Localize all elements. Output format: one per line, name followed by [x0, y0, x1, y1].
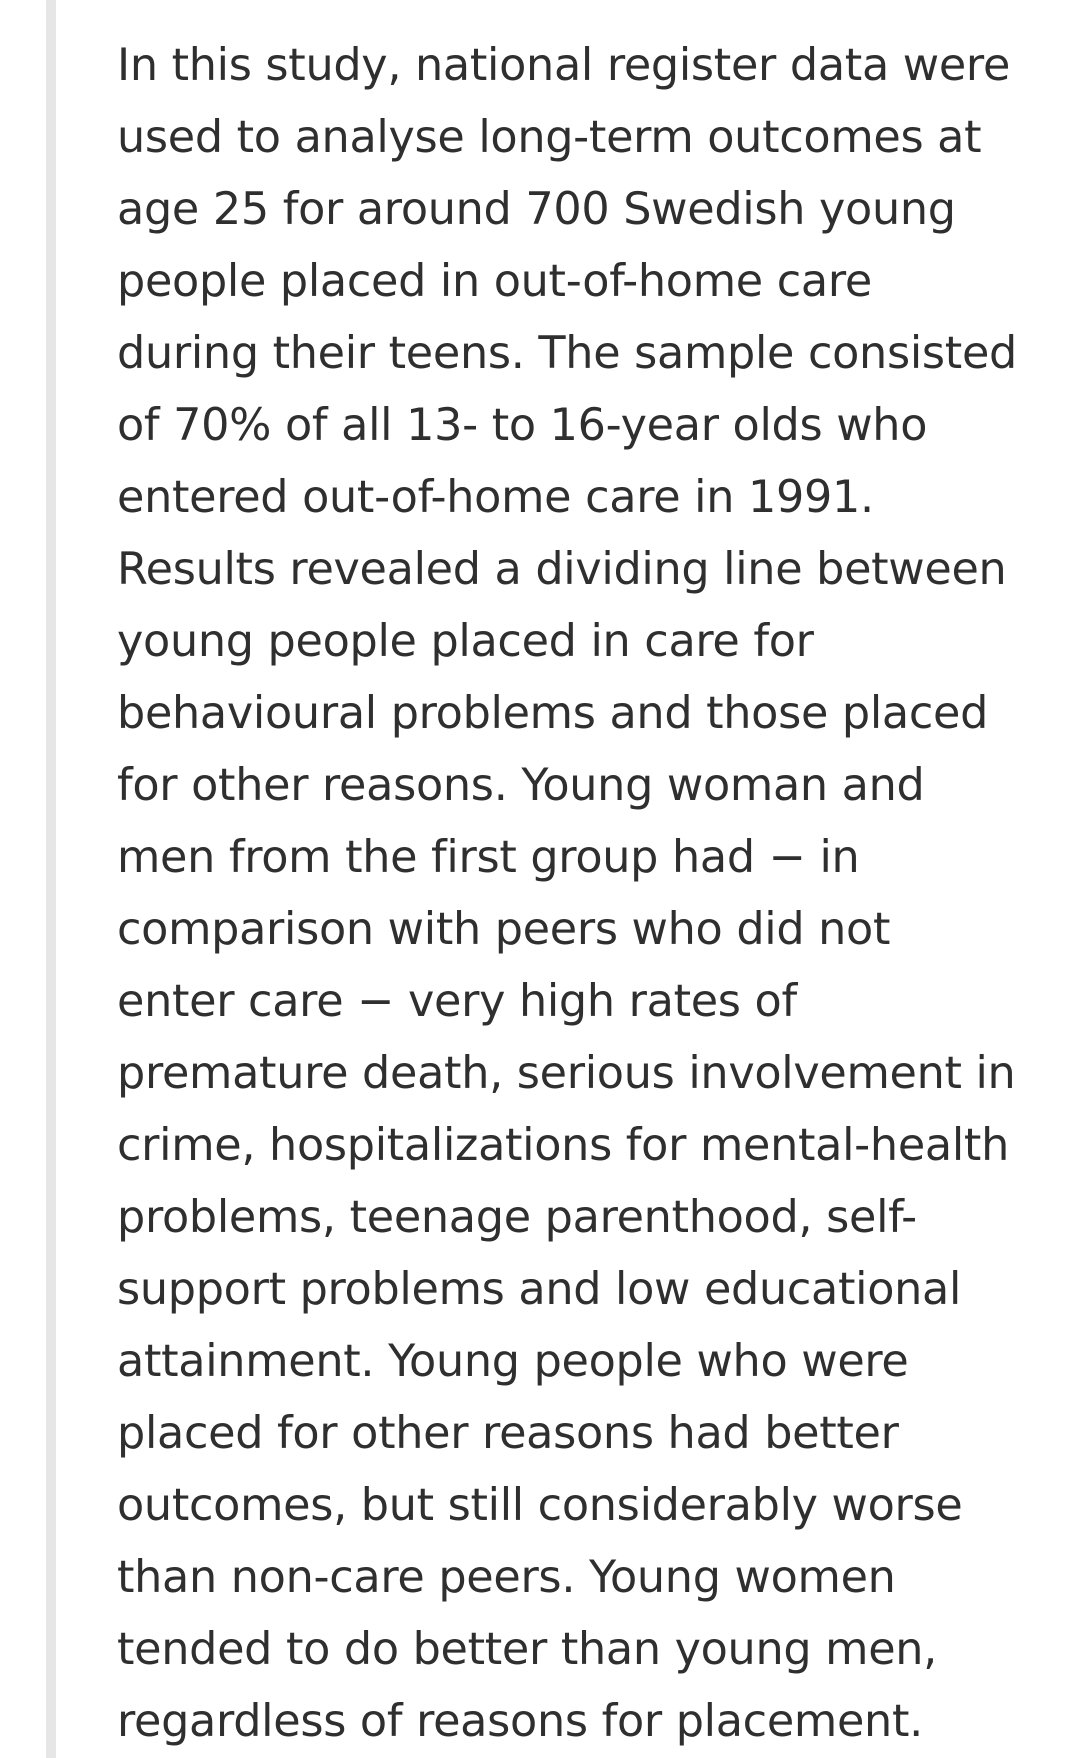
abstract-line: than non-care peers. Young women [117, 1552, 896, 1603]
abstract-line: tended to do better than young men, [117, 1624, 938, 1675]
abstract-line: people placed in out-of-home care [117, 256, 872, 307]
abstract-line: attainment. Young people who were [117, 1336, 909, 1387]
abstract-line: regardless of reasons for placement. [117, 1696, 923, 1747]
abstract-line: used to analyse long-term outcomes at [117, 112, 982, 163]
abstract-line: entered out-of-home care in 1991. [117, 472, 874, 523]
abstract-line: of 70% of all 13- to 16-year olds who [117, 400, 928, 451]
abstract-line: young people placed in care for [117, 616, 814, 667]
abstract-line: enter care − very high rates of [117, 976, 797, 1027]
abstract-paragraph [117, 30, 1047, 1758]
abstract-line: behavioural problems and those placed [117, 688, 989, 739]
abstract-line: In this study, national register data were [117, 40, 1011, 91]
abstract-line: Results revealed a dividing line between [117, 544, 1007, 595]
abstract-line: placed for other reasons had better [117, 1408, 899, 1459]
abstract-line: for other reasons. Young woman and [117, 760, 925, 811]
abstract-line: support problems and low educational [117, 1264, 962, 1315]
abstract-line: age 25 for around 700 Swedish young [117, 184, 956, 235]
abstract-line: outcomes, but still considerably worse [117, 1480, 963, 1531]
blockquote-bar [46, 0, 56, 1758]
abstract-line: crime, hospitalizations for mental-health [117, 1120, 1009, 1171]
abstract-line: during their teens. The sample consisted [117, 328, 1017, 379]
abstract-line: men from the first group had − in [117, 832, 860, 883]
abstract-line: comparison with peers who did not [117, 904, 891, 955]
abstract-line: problems, teenage parenthood, self- [117, 1192, 917, 1243]
abstract-line: premature death, serious involvement in [117, 1048, 1016, 1099]
